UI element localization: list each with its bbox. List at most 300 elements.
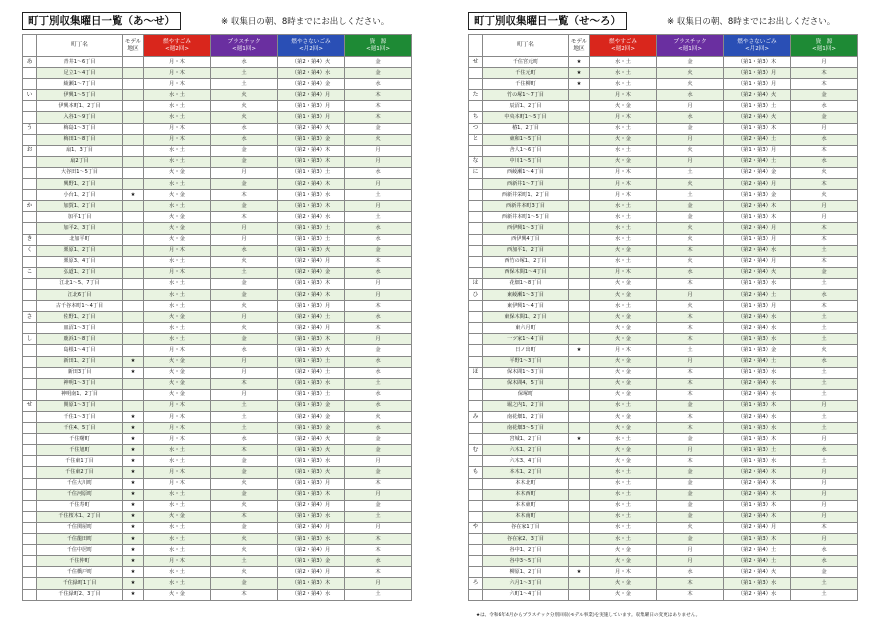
- plastic-day: 金: [211, 278, 278, 289]
- table-row: [23, 367, 412, 378]
- model-mark: [123, 112, 144, 123]
- model-mark: [569, 145, 590, 156]
- plastic-day: 月: [211, 367, 278, 378]
- town-name: 宮城1、2丁目: [483, 434, 569, 445]
- model-mark: [123, 301, 144, 312]
- resource-day: 土: [345, 212, 412, 223]
- table-row: [469, 312, 858, 323]
- town-name: 鹿浜1～8丁目: [37, 334, 123, 345]
- kana-index: [469, 456, 483, 467]
- plastic-day: 火: [211, 478, 278, 489]
- table-row: [23, 478, 412, 489]
- table-row: [23, 489, 412, 500]
- resource-day: 火: [345, 134, 412, 145]
- kana-index: か: [23, 201, 37, 212]
- town-name: 入谷1～9丁目: [37, 112, 123, 123]
- burnable-day: 水・土: [144, 112, 211, 123]
- resource-day: 金: [345, 68, 412, 79]
- plastic-day: 水: [211, 434, 278, 445]
- town-name: 花畑1～8丁目: [483, 278, 569, 289]
- table-row: [469, 334, 858, 345]
- burnable-day: 月・木: [144, 400, 211, 411]
- resource-day: 木: [345, 545, 412, 556]
- table-row: [23, 79, 412, 90]
- plastic-day: 火: [211, 567, 278, 578]
- kana-index: [469, 267, 483, 278]
- plastic-day: 火: [211, 301, 278, 312]
- town-name: 関原1～3丁目: [37, 400, 123, 411]
- town-name: 千住河原町: [37, 489, 123, 500]
- burnable-day: 水・土: [590, 522, 657, 533]
- burnable-day: 火・金: [590, 101, 657, 112]
- plastic-day: 火: [211, 545, 278, 556]
- kana-index: [23, 301, 37, 312]
- kana-index: [23, 156, 37, 167]
- kana-index: [469, 356, 483, 367]
- plastic-day: 火: [657, 234, 724, 245]
- kana-index: [469, 323, 483, 334]
- nonburnable-day: （第1・第3）水: [724, 278, 791, 289]
- plastic-day: 火: [211, 534, 278, 545]
- nonburnable-day: （第1・第3）月: [278, 101, 345, 112]
- nonburnable-day: （第2・第4）火: [724, 90, 791, 101]
- plastic-day: 土: [211, 267, 278, 278]
- nonburnable-day: （第2・第4）月: [278, 522, 345, 533]
- table-row: [23, 400, 412, 411]
- plastic-day: 火: [657, 301, 724, 312]
- town-name: 竹の塚1～7丁目: [483, 90, 569, 101]
- town-name: 伊興1～5丁目: [37, 90, 123, 101]
- plastic-day: 金: [657, 434, 724, 445]
- resource-day: 金: [345, 57, 412, 68]
- nonburnable-day: （第1・第3）土: [278, 223, 345, 234]
- burnable-day: 月・木: [144, 134, 211, 145]
- resource-day: 水: [791, 101, 858, 112]
- town-name: 加賀1、2丁目: [37, 201, 123, 212]
- plastic-day: 金: [657, 534, 724, 545]
- model-mark: [569, 412, 590, 423]
- plastic-day: 木: [211, 445, 278, 456]
- town-name: 保塚町: [483, 389, 569, 400]
- table-row: [23, 223, 412, 234]
- resource-day: 土: [345, 589, 412, 600]
- burnable-day: 水・土: [144, 289, 211, 300]
- resource-day: 金: [791, 267, 858, 278]
- resource-day: 木: [345, 256, 412, 267]
- resource-day: 金: [345, 500, 412, 511]
- burnable-day: 火・金: [144, 167, 211, 178]
- table-row: [469, 589, 858, 600]
- table-row: [469, 223, 858, 234]
- town-name: 扇1、3丁目: [37, 145, 123, 156]
- table-row: [23, 145, 412, 156]
- burnable-day: 火・金: [144, 312, 211, 323]
- nonburnable-day: （第1・第3）木: [724, 534, 791, 545]
- nonburnable-day: （第1・第3）火: [278, 467, 345, 478]
- town-name: 南花畑3～5丁目: [483, 423, 569, 434]
- burnable-header: 燃やすごみ <週2回>: [144, 35, 211, 57]
- kana-index: み: [469, 412, 483, 423]
- plastic-day: 木: [211, 212, 278, 223]
- nonburnable-day: （第2・第4）水: [724, 389, 791, 400]
- kana-index: ち: [469, 112, 483, 123]
- model-mark: [123, 90, 144, 101]
- kana-index: [469, 79, 483, 90]
- burnable-day: 月・木: [590, 179, 657, 190]
- town-name: 一ツ家1～4丁目: [483, 334, 569, 345]
- nonburnable-day: （第1・第3）金: [278, 556, 345, 567]
- burnable-day: 水・土: [590, 489, 657, 500]
- town-name: 西綾瀬1～4丁目: [483, 167, 569, 178]
- nonburnable-day: （第2・第4）木: [724, 489, 791, 500]
- burnable-day: 水・土: [144, 323, 211, 334]
- burnable-day: 水・土: [590, 478, 657, 489]
- kana-index: [469, 500, 483, 511]
- model-mark: ★: [123, 412, 144, 423]
- table-row: [23, 234, 412, 245]
- kana-index: [469, 234, 483, 245]
- table-row: [469, 578, 858, 589]
- plastic-day: 水: [657, 90, 724, 101]
- resource-day: 金: [791, 567, 858, 578]
- footnote: ★は、令和6年4月からプラスチック分別回収(モデル事業)を実施しています。収集曜日の変更はありません。: [476, 613, 701, 618]
- resource-day: 土: [791, 334, 858, 345]
- town-name: 西保木間1～4丁目: [483, 267, 569, 278]
- plastic-day: 木: [211, 378, 278, 389]
- kana-index: [23, 500, 37, 511]
- resource-day: 水: [791, 134, 858, 145]
- burnable-day: 月・木: [144, 556, 211, 567]
- resource-day: 水: [345, 356, 412, 367]
- town-name: 弘道1、2丁目: [37, 267, 123, 278]
- kana-index: き: [23, 234, 37, 245]
- resource-day: 木: [791, 223, 858, 234]
- burnable-day: 火・金: [590, 334, 657, 345]
- table-row: [23, 323, 412, 334]
- burnable-day: 火・金: [144, 356, 211, 367]
- nonburnable-day: （第1・第3）木: [278, 334, 345, 345]
- plastic-day: 火: [211, 323, 278, 334]
- model-mark: [123, 323, 144, 334]
- resource-day: 火: [791, 190, 858, 201]
- kana-index: く: [23, 245, 37, 256]
- plastic-day: 月: [657, 545, 724, 556]
- kana-index: [23, 212, 37, 223]
- resource-day: 金: [345, 245, 412, 256]
- plastic-day: 月: [657, 445, 724, 456]
- burnable-day: 月・木: [590, 90, 657, 101]
- kana-index: [23, 345, 37, 356]
- table-row: [23, 500, 412, 511]
- kana-header: [23, 35, 37, 57]
- left-note: ※ 収集日の朝、8時までにお出しください。: [221, 17, 390, 27]
- kana-index: と: [469, 134, 483, 145]
- table-row: [469, 556, 858, 567]
- plastic-day: 月: [657, 134, 724, 145]
- town-name: 谷中1、2丁目: [483, 545, 569, 556]
- plastic-day: 木: [657, 389, 724, 400]
- kana-index: [469, 223, 483, 234]
- burnable-day: 水・土: [590, 234, 657, 245]
- resource-day: 土: [791, 278, 858, 289]
- nonburnable-day: （第1・第3）木: [278, 156, 345, 167]
- town-name: 西新井栄町1、2丁目: [483, 190, 569, 201]
- burnable-day: 火・金: [590, 312, 657, 323]
- nonburnable-day: （第1・第3）月: [724, 68, 791, 79]
- resource-day: 水: [345, 167, 412, 178]
- resource-day: 月: [791, 123, 858, 134]
- nonburnable-day: （第2・第4）水: [724, 245, 791, 256]
- nonburnable-day: （第2・第4）月: [278, 545, 345, 556]
- model-mark: [569, 589, 590, 600]
- model-mark: [569, 301, 590, 312]
- burnable-day: 水・土: [590, 201, 657, 212]
- table-row: [23, 123, 412, 134]
- burnable-day: 火・金: [144, 378, 211, 389]
- model-mark: [569, 400, 590, 411]
- plastic-day: 月: [211, 356, 278, 367]
- resource-day: 月: [345, 456, 412, 467]
- plastic-day: 木: [657, 412, 724, 423]
- table-row: [469, 500, 858, 511]
- kana-index: に: [469, 167, 483, 178]
- resource-day: 月: [791, 201, 858, 212]
- kana-index: や: [469, 522, 483, 533]
- town-name: 六木1、2丁目: [483, 445, 569, 456]
- table-row: [469, 101, 858, 112]
- town-name: 千住元町: [483, 68, 569, 79]
- nonburnable-day: （第2・第4）木: [724, 478, 791, 489]
- model-mark: ★: [123, 489, 144, 500]
- burnable-day: 水・土: [144, 101, 211, 112]
- table-row: [23, 389, 412, 400]
- resource-day: 金: [791, 90, 858, 101]
- nonburnable-day: （第1・第3）水: [278, 534, 345, 545]
- nonburnable-day: （第1・第3）木: [724, 434, 791, 445]
- nonburnable-day: （第2・第4）月: [278, 323, 345, 334]
- resource-day: 水: [345, 79, 412, 90]
- burnable-day: 火・金: [590, 578, 657, 589]
- resource-day: 木: [345, 112, 412, 123]
- table-row: [23, 201, 412, 212]
- resource-day: 木: [345, 90, 412, 101]
- nonburnable-header: 燃やさないごみ <月2回>: [278, 35, 345, 57]
- kana-index: [23, 289, 37, 300]
- model-mark: [569, 212, 590, 223]
- resource-day: 木: [345, 534, 412, 545]
- resource-day: 月: [345, 156, 412, 167]
- right-panel: [468, 11, 858, 601]
- model-mark: ★: [569, 567, 590, 578]
- table-row: [23, 511, 412, 522]
- resource-day: 土: [791, 245, 858, 256]
- town-name: 千住橋戸町: [37, 567, 123, 578]
- model-mark: [569, 578, 590, 589]
- burnable-day: 火・金: [590, 545, 657, 556]
- nonburnable-day: （第2・第4）月: [278, 567, 345, 578]
- model-mark: [123, 345, 144, 356]
- resource-day: 月: [345, 278, 412, 289]
- town-name: 本木1、2丁目: [483, 467, 569, 478]
- resource-day: 水: [345, 367, 412, 378]
- plastic-day: 土: [211, 556, 278, 567]
- model-mark: [123, 400, 144, 411]
- table-row: [469, 267, 858, 278]
- town-name: 神明南1、2丁目: [37, 389, 123, 400]
- model-mark: ★: [123, 545, 144, 556]
- town-name: 本木東町: [483, 500, 569, 511]
- burnable-day: 火・金: [590, 134, 657, 145]
- table-row: [23, 190, 412, 201]
- town-name: 千住柳町: [483, 79, 569, 90]
- nonburnable-day: （第1・第3）土: [724, 101, 791, 112]
- nonburnable-day: （第2・第4）火: [724, 267, 791, 278]
- nonburnable-day: （第2・第4）土: [724, 156, 791, 167]
- table-row: [23, 445, 412, 456]
- kana-index: [469, 434, 483, 445]
- model-mark: [569, 511, 590, 522]
- nonburnable-day: （第1・第3）木: [724, 500, 791, 511]
- plastic-day: 土: [211, 423, 278, 434]
- resource-day: 土: [791, 578, 858, 589]
- kana-index: ほ: [469, 367, 483, 378]
- table-row: [23, 179, 412, 190]
- nonburnable-day: （第2・第4）火: [278, 123, 345, 134]
- resource-day: 水: [791, 445, 858, 456]
- kana-index: う: [23, 123, 37, 134]
- burnable-day: 月・木: [144, 267, 211, 278]
- town-name: 谷中3～5丁目: [483, 556, 569, 567]
- model-mark: ★: [123, 434, 144, 445]
- model-mark: [569, 278, 590, 289]
- plastic-day: 木: [657, 323, 724, 334]
- model-mark: [569, 156, 590, 167]
- table-row: [469, 567, 858, 578]
- kana-index: [469, 423, 483, 434]
- nonburnable-day: （第2・第4）水: [278, 68, 345, 79]
- nonburnable-day: （第1・第3）月: [724, 234, 791, 245]
- model-mark: [123, 278, 144, 289]
- table-row: [469, 289, 858, 300]
- model-mark: [569, 179, 590, 190]
- nonburnable-day: （第2・第4）月: [724, 256, 791, 267]
- nonburnable-day: （第2・第4）月: [278, 256, 345, 267]
- nonburnable-day: （第2・第4）木: [724, 511, 791, 522]
- kana-index: [469, 212, 483, 223]
- kana-index: [469, 589, 483, 600]
- kana-index: [23, 489, 37, 500]
- model-mark: [569, 167, 590, 178]
- town-name: 小台1、2丁目: [37, 190, 123, 201]
- burnable-day: 水・土: [144, 545, 211, 556]
- kana-index: [469, 179, 483, 190]
- kana-index: [23, 456, 37, 467]
- nonburnable-day: （第1・第3）月: [724, 301, 791, 312]
- burnable-day: 水・土: [144, 256, 211, 267]
- nonburnable-day: （第2・第4）水: [724, 312, 791, 323]
- plastic-day: 月: [657, 156, 724, 167]
- kana-index: [469, 245, 483, 256]
- resource-day: 木: [791, 145, 858, 156]
- burnable-day: 月・木: [590, 567, 657, 578]
- burnable-day: 水・土: [144, 500, 211, 511]
- nonburnable-day: （第1・第3）水: [724, 456, 791, 467]
- kana-index: [23, 412, 37, 423]
- resource-day: 土: [791, 423, 858, 434]
- model-mark: [123, 245, 144, 256]
- resource-day: 木: [791, 522, 858, 533]
- table-row: [469, 356, 858, 367]
- town-name: 西伊興1～3丁目: [483, 223, 569, 234]
- nonburnable-day: （第2・第4）土: [278, 312, 345, 323]
- plastic-day: 木: [657, 334, 724, 345]
- burnable-day: 水・土: [144, 145, 211, 156]
- town-name: 足立1～4丁目: [37, 68, 123, 79]
- kana-index: ひ: [469, 289, 483, 300]
- burnable-day: 火・金: [590, 445, 657, 456]
- burnable-day: 水・土: [590, 68, 657, 79]
- kana-index: [23, 567, 37, 578]
- table-row: [23, 101, 412, 112]
- left-table: [22, 34, 412, 601]
- town-name: 平野1～3丁目: [483, 356, 569, 367]
- kana-index: [23, 378, 37, 389]
- nonburnable-day: （第2・第4）金: [278, 412, 345, 423]
- table-row: [469, 123, 858, 134]
- burnable-day: 月・木: [590, 167, 657, 178]
- kana-index: [469, 256, 483, 267]
- plastic-day: 火: [657, 522, 724, 533]
- town-name: 本木北町: [483, 478, 569, 489]
- burnable-day: 火・金: [144, 389, 211, 400]
- model-mark: [569, 289, 590, 300]
- kana-index: さ: [23, 312, 37, 323]
- resource-day: 水: [345, 234, 412, 245]
- model-mark: ★: [123, 500, 144, 511]
- plastic-day: 金: [657, 511, 724, 522]
- nonburnable-day: （第1・第3）水: [278, 511, 345, 522]
- resource-day: 水: [345, 423, 412, 434]
- model-mark: [569, 378, 590, 389]
- kana-index: ろ: [469, 578, 483, 589]
- plastic-day: 月: [211, 223, 278, 234]
- burnable-day: 水・土: [144, 278, 211, 289]
- kana-index: な: [469, 156, 483, 167]
- burnable-day: 火・金: [590, 323, 657, 334]
- resource-day: 木: [791, 79, 858, 90]
- table-row: [469, 400, 858, 411]
- kana-index: [23, 223, 37, 234]
- burnable-day: 火・金: [590, 245, 657, 256]
- table-row: [23, 345, 412, 356]
- model-mark: ★: [569, 345, 590, 356]
- table-row: [23, 434, 412, 445]
- nonburnable-day: （第1・第3）火: [278, 445, 345, 456]
- kana-index: せ: [469, 57, 483, 68]
- nonburnable-day: （第2・第4）水: [724, 412, 791, 423]
- model-mark: [569, 467, 590, 478]
- resource-day: 水: [791, 156, 858, 167]
- resource-day: 金: [345, 123, 412, 134]
- table-row: [469, 423, 858, 434]
- nonburnable-day: （第2・第4）木: [278, 289, 345, 300]
- nonburnable-day: （第1・第3）木: [724, 57, 791, 68]
- nonburnable-day: （第2・第4）水: [724, 378, 791, 389]
- kana-index: こ: [23, 267, 37, 278]
- model-mark: [569, 545, 590, 556]
- table-row: [23, 356, 412, 367]
- plastic-day: 木: [657, 367, 724, 378]
